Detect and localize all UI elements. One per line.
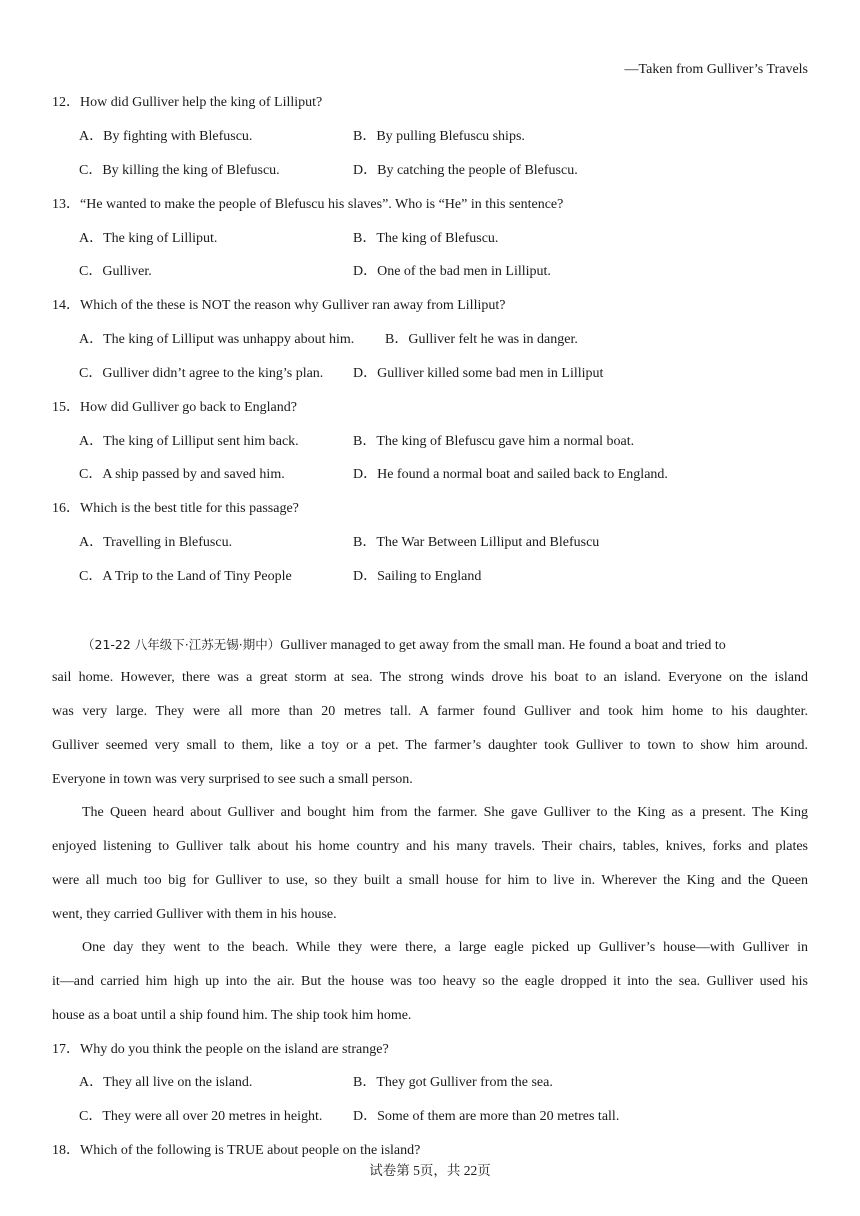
page-footer: 试卷第 5页，共 22页 [369, 1163, 491, 1178]
question-15-stem: 15．How did Gulliver go back to England? [52, 400, 297, 415]
question-16-option-a: A．Travelling in Blefuscu. [79, 535, 233, 550]
question-15-option-a: A．The king of Lilliput sent him back. [79, 434, 299, 449]
passage-p1-line-4: Gulliver seemed very small to them, like a toy or a pet. The farmer’s daughter took Gulliver to town to show him around. [52, 738, 808, 753]
passage-p2-line-4: went, they carried Gulliver with them in his house. [52, 907, 337, 922]
passage-p3-line-3: house as a boat until a ship found him. The ship took him home. [52, 1008, 412, 1023]
question-12-option-c: C．By killing the king of Blefuscu. [79, 163, 280, 178]
question-13-option-d: D．One of the bad men in Lilliput. [353, 264, 551, 279]
question-12-option-b: B．By pulling Blefuscu ships. [353, 129, 525, 144]
source-attribution: —Taken from Gulliver’s Travels [624, 62, 808, 77]
passage-p3-line-1: One day they went to the beach. While they were there, a large eagle picked up Gulliver’s house—with Gulliver in [82, 940, 808, 955]
question-12-stem: 12．How did Gulliver help the king of Lilliput? [52, 95, 323, 110]
question-18-stem: 18．Which of the following is TRUE about people on the island? [52, 1143, 421, 1158]
question-13-option-c: C．Gulliver. [79, 264, 152, 279]
question-16-option-b: B．The War Between Lilliput and Blefuscu [353, 535, 600, 550]
question-13-option-b: B．The king of Blefuscu. [353, 231, 499, 246]
question-17-option-d: D．Some of them are more than 20 metres tall. [353, 1109, 620, 1124]
question-14-stem: 14．Which of the these is NOT the reason why Gulliver ran away from Lilliput? [52, 298, 506, 313]
passage-p1-first-text: Gulliver managed to get away from the small man. He found a boat and tried to [280, 638, 726, 653]
question-15-option-b: B．The king of Blefuscu gave him a normal boat. [353, 434, 635, 449]
question-13-stem: 13．“He wanted to make the people of Blefuscu his slaves”. Who is “He” in this sentence? [52, 197, 564, 212]
question-12-option-d: D．By catching the people of Blefuscu. [353, 163, 578, 178]
question-16-stem: 16．Which is the best title for this passage? [52, 501, 299, 516]
passage-p1-line-2: sail home. However, there was a great storm at sea. The strong winds drove his boat to an island. Everyone on the island [52, 670, 808, 685]
question-17-stem: 17．Why do you think the people on the island are strange? [52, 1042, 389, 1057]
question-14-option-c: C．Gulliver didn’t agree to the king’s plan. [79, 366, 324, 381]
question-14-option-a: A．The king of Lilliput was unhappy about him. [79, 332, 355, 347]
passage-p2-line-3: were all much too big for Gulliver to use, so they built a small house for him to live in. Wherever the King and the Queen [52, 873, 808, 888]
question-14-option-d: D．Gulliver killed some bad men in Lilliput [353, 366, 604, 381]
passage-p1-line-5: Everyone in town was very surprised to see such a small person. [52, 772, 413, 787]
question-17-option-a: A．They all live on the island. [79, 1075, 253, 1090]
passage-p3-line-2: it—and carried him high up into the air. But the house was too heavy so the eagle dropped it into the sea. Gulliver used his [52, 974, 808, 989]
passage-source-tag: （21-22 八年级下·江苏无锡·期中） [82, 637, 281, 652]
passage-p1-line-3: was very large. They were all more than 20 metres tall. A farmer found Gulliver and took him home to his daughter. [52, 704, 808, 719]
question-16-option-d: D．Sailing to England [353, 569, 482, 584]
question-14-option-b: B．Gulliver felt he was in danger. [385, 332, 578, 347]
passage-p1-line-1 [82, 635, 808, 656]
question-17-option-c: C．They were all over 20 metres in height. [79, 1109, 323, 1124]
passage-p2-line-1: The Queen heard about Gulliver and bought him from the farmer. She gave Gulliver to the King as a present. The King [82, 805, 808, 820]
question-13-option-a: A．The king of Lilliput. [79, 231, 218, 246]
question-16-option-c: C．A Trip to the Land of Tiny People [79, 569, 292, 584]
question-15-option-c: C．A ship passed by and saved him. [79, 467, 285, 482]
passage-p2-line-2: enjoyed listening to Gulliver talk about his home country and his many travels. Their chairs, tables, knives, forks and plates [52, 839, 808, 854]
question-17-option-b: B．They got Gulliver from the sea. [353, 1075, 553, 1090]
question-12-option-a: A．By fighting with Blefuscu. [79, 129, 253, 144]
question-15-option-d: D．He found a normal boat and sailed back to England. [353, 467, 668, 482]
